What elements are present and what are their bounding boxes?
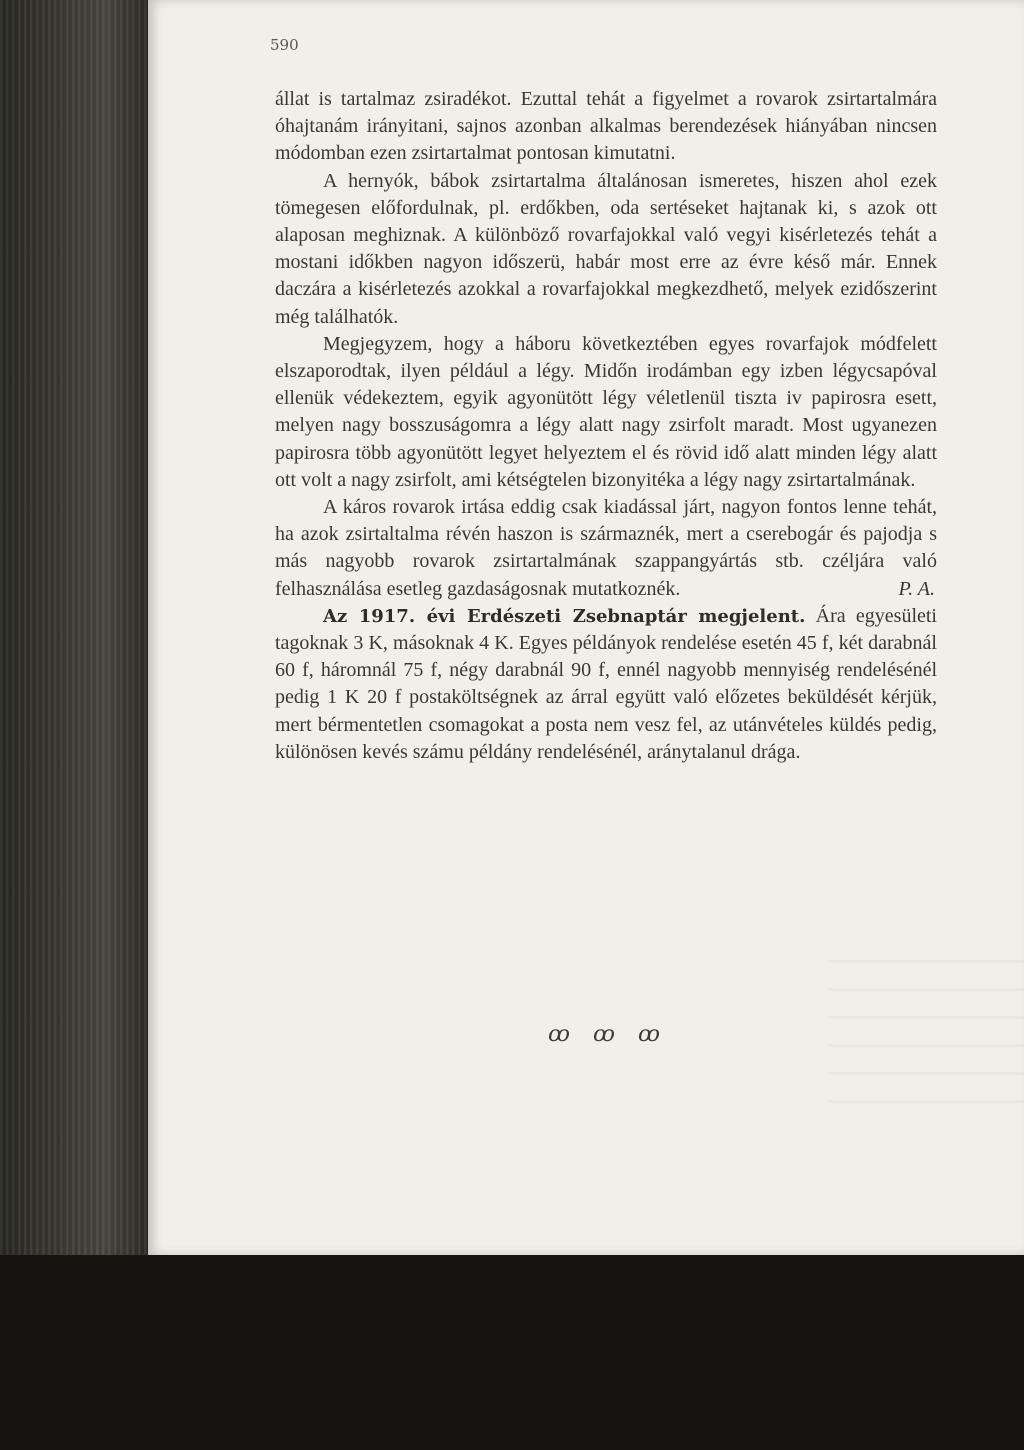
paragraph-4-text: A káros rovarok irtása eddig csak kiadással járt, nagyon fontos lenne tehát, ha azok zsirtaltalma révén haszon is származnék, mert a cserebogár és pajodja s más nagyobb rovarok zsirtartalmának szappangyártás stb. czéljára való felhasználása esetleg gazdaságosnak mutatkoznék.: [275, 496, 937, 600]
paragraph-4: [275, 494, 937, 603]
scan-background: [0, 1255, 1024, 1450]
notice-title: Az 1917. évi Erdészeti Zsebnaptár megjelent.: [323, 605, 806, 627]
ornament-glyph: ꝏ: [637, 1022, 666, 1047]
ornament-glyph: ꝏ: [548, 1022, 576, 1047]
page-number: 590: [270, 36, 299, 54]
article-text: [275, 86, 937, 766]
book-spine: [0, 0, 150, 1255]
paragraph-2: A hernyók, bábok zsirtartalma általánosan ismeretes, hiszen ahol ezek tömegesen előfordulnak, pl. erdőkben, oda sertéseket hajtanak ki, s azok ott alaposan meghiznak. A különböző rovarfajokkal való vegyi kisérletezés tehát a mostani időkben nagyon időszerü, habár most erre az évre késő már. Ennek daczára a kisérletezés azokkal a rovarfajokkal megkezdhető, melyek ezidőszerint még találhatók.: [275, 169, 937, 328]
ornament-glyph: ꝏ: [592, 1022, 621, 1047]
notice-body: Ára egyesületi tagoknak 3 K, másoknak 4 K. Egyes példányok rendelése esetén 45 f, két darabnál 60 f, háromnál 75 f, négy darabnál 90 f, ennél nagyobb mennyiség rendelésénél pedig 1 K 20 f postaköltségnek az árral együtt való előzetes beküldését kérjük, mert bérmentetlen csomagokat a posta nem vesz fel, az utánvételes küldés pedig, különösen kevés számu példány rendelésénél, aránytalanul drága.: [275, 604, 937, 763]
paragraph-3: Megjegyzem, hogy a háboru következtében egyes rovarfajok módfelett elszaporodtak, ilyen például a légy. Midőn irodámban egy izben légycsapóval ellenük védekeztem, egyik agyonütött légy véletlenül tiszta iv papirosra esett, melyen nagy bosszuságomra a légy alatt nagy zsirfolt maradt. Most ugyanezen papirosra több agyonütött legyet helyeztem el és rövid idő alatt minden légy alatt ott volt a nagy zsirfolt, ami kétségtelen bizonyitéka a légy nagy zsirtartalmának.: [275, 332, 937, 491]
paragraph-1: állat is tartalmaz zsiradékot. Ezuttal tehát a figyelmet a rovarok zsirtartalmára óhajtanám irányitani, sajnos azonban alkalmas berendezések hiányában nincsen módomban ezen zsirtartalmat pontosan kimutatni.: [275, 88, 937, 165]
notice-paragraph: [275, 603, 937, 766]
section-ornament: [548, 1022, 670, 1047]
show-through: [828, 960, 1024, 1120]
author-signature: P. A.: [898, 577, 935, 600]
